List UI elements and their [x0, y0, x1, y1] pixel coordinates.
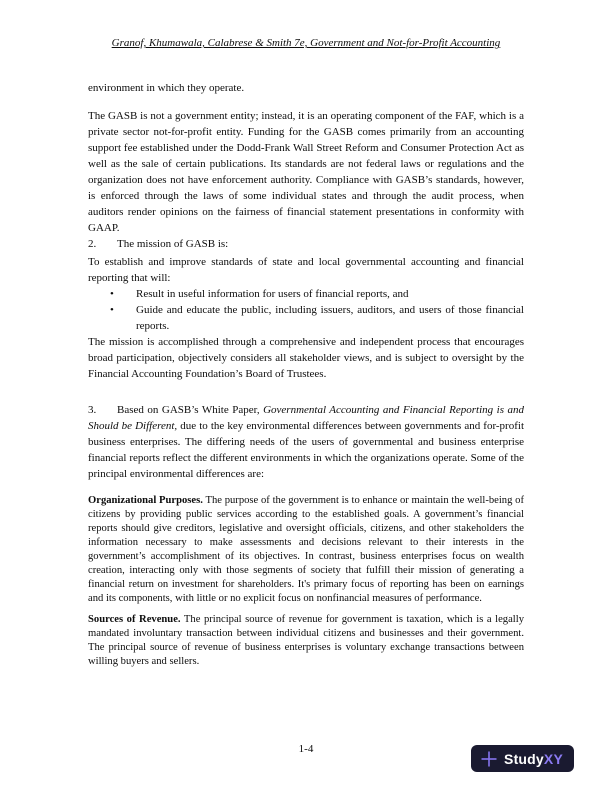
question-3-prefix: Based on GASB’s White Paper,: [117, 404, 264, 416]
list-item-text: Result in useful information for users of financial reports, and: [136, 288, 409, 300]
organizational-purposes-text: The purpose of the government is to enhance or maintain the well-being of citizens by providing public services according to the established goals. A government’s financial reports should give creditors, legislative and oversight officials, citizens, and other stakeholders the information necessary to make assessments and decisions relevant to their interests in the government’s accomplishment of its objectives. In contrast, business enterprises focus on wealth creation, interacting only with those segments of society that fulfill their mission of generating a financial return on investment for shareholders. It's primary focus of reporting has been on earnings and its components, with little or no explicit focus on nonfinancial measures of performance.: [88, 495, 524, 604]
bullet-icon: •: [110, 288, 114, 300]
list-item-text: Guide and educate the public, including issuers, auditors, and users of those financial reports.: [136, 304, 524, 332]
list-item: [88, 286, 524, 302]
brand-study: Study: [504, 750, 544, 767]
sources-of-revenue-label: Sources of Revenue.: [88, 614, 181, 625]
question-2-heading: [88, 236, 524, 252]
question-2-number: 2.: [88, 238, 97, 250]
brand-text: [504, 751, 563, 767]
question-2-closing: The mission is accomplished through a comprehensive and independent process that encourages broad participation, objectively considers all stakeholder views, and is subject to oversight by the Financial Accounting Foundation’s Board of Trustees.: [88, 336, 524, 380]
organizational-purposes-paragraph: [88, 494, 524, 606]
running-head-title: Granof, Khumawala, Calabrese & Smith 7e, Government and Not-for-Profit Accounting: [111, 37, 501, 49]
question-2-lead: To establish and improve standards of state and local governmental accounting and financial reporting that will:: [88, 256, 524, 284]
intro-fragment: environment in which they operate.: [88, 82, 245, 94]
question-2-title: The mission of GASB is:: [117, 238, 229, 250]
page-number: 1-4: [298, 743, 314, 755]
sources-of-revenue-text: The principal source of revenue for government is taxation, which is a legally mandated involuntary transaction between individual citizens and businesses and their government. The principal source of revenue of business enterprises is voluntary exchange transactions between willing buyers and sellers.: [88, 614, 524, 667]
question-3-suffix: due to the key environmental differences between governments and for-profit business enterprises. The differing needs of the users of governmental and business enterprise financial reports reflect the different environments in which the organizations operate. Some of the principal environmental differences are:: [88, 420, 525, 480]
studyxy-watermark: [471, 745, 574, 772]
gasb-paragraph: The GASB is not a government entity; instead, it is an operating component of the FAF, which is a private sector not-for-profit entity. Funding for the GASB comes primarily from an accounting support fee established under the Dodd-Frank Wall Street Reform and Consumer Protection Act as well as the sale of certain publications. Its standards are not federal laws or regulations and the organization does not have enforcement authority. Compliance with GASB’s standards, however, is enforced through the laws of some individual states and through the audit process, when auditors render opinions on the fairness of financial statement presentations in conformity with GAAP.: [88, 110, 524, 234]
list-item: [88, 302, 524, 334]
brand-xy: XY: [543, 750, 563, 767]
white-paper-title: Governmental Accounting and Financial Reporting is and Should be Different,: [88, 404, 524, 432]
question-3-number: 3.: [88, 404, 97, 416]
sources-of-revenue-paragraph: [88, 613, 524, 669]
bullet-icon: •: [110, 304, 114, 316]
running-head: [88, 36, 524, 50]
plus-icon: [480, 750, 498, 768]
question-3-paragraph: [88, 402, 524, 482]
organizational-purposes-label: Organizational Purposes.: [88, 495, 203, 506]
